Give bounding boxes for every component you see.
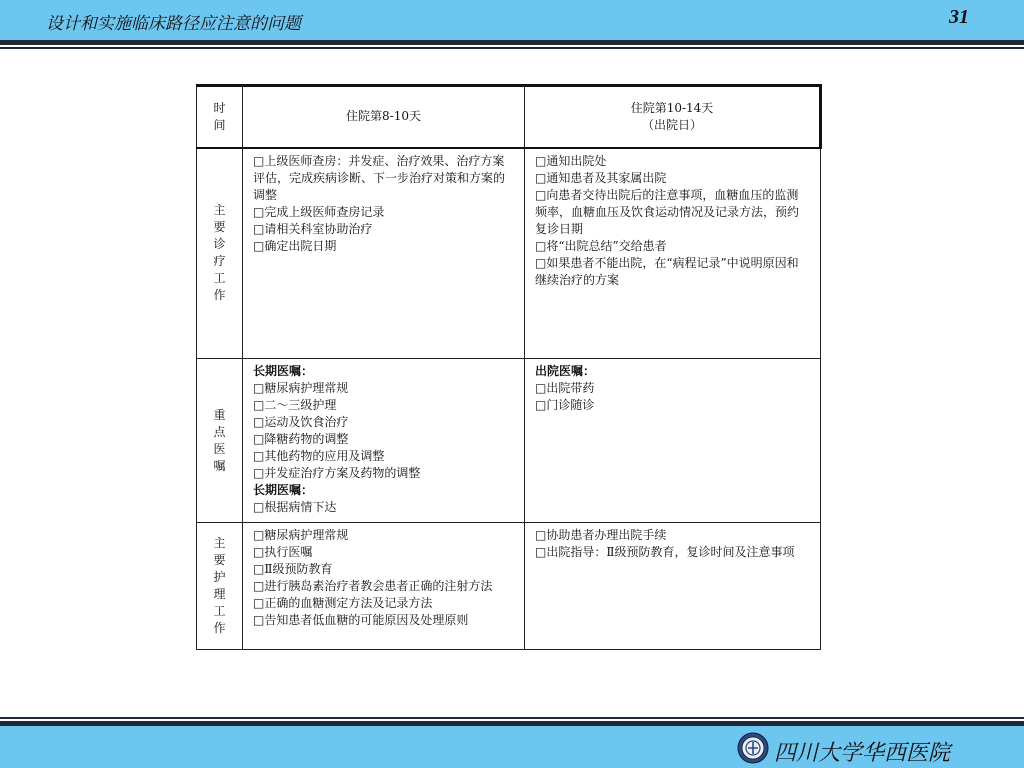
checklist-item: □如果患者不能出院，在“病程记录”中说明原因和继续治疗的方案 [535, 255, 799, 287]
discharge-orders-heading: 出院医嘱： [535, 364, 596, 378]
column-header-day10-14 [525, 86, 821, 148]
cell-orders-day10-14 [525, 359, 821, 523]
cell-treatment-day10-14 [525, 148, 821, 359]
checklist-item: □确定出院日期 [253, 238, 337, 253]
column-header-day8-10 [243, 86, 525, 148]
checklist-item: □通知患者及其家属出院 [535, 170, 667, 185]
row-label-treatment: 主 要 诊 疗 工 作 [197, 148, 243, 359]
checklist-item: □糖尿病护理常规 [253, 528, 349, 542]
hospital-seal-icon [737, 732, 769, 764]
header-bar [0, 0, 1024, 40]
footer-divider-thin [0, 717, 1024, 719]
column-title: 住院第8-10天 [346, 109, 421, 124]
long-term-orders-heading: 长期医嘱： [253, 364, 314, 378]
slide-number: 31 [949, 6, 969, 28]
checklist-item: □出院指导：Ⅱ级预防教育，复诊时间及注意事项 [535, 545, 795, 559]
cell-nursing-day10-14 [525, 523, 821, 650]
hospital-name: 四川大学华西医院 [774, 741, 951, 766]
checklist-item: □出院带药 [535, 381, 595, 395]
checklist-item: □上级医师查房：并发症、治疗效果、治疗方案评估，完成疾病诊断、下一步治疗对策和方案的调整 [253, 153, 506, 202]
table-row-orders [197, 359, 821, 523]
checklist-item: □告知患者低血糖的可能原因及处理原则 [253, 613, 469, 627]
table-row-nursing [197, 523, 821, 650]
checklist-item: □向患者交待出院后的注意事项，血糖血压的监测频率，血糖血压及饮食运动情况及记录方法，预约复诊日期 [535, 187, 800, 236]
checklist-item: □并发症治疗方案及药物的调整 [253, 466, 421, 480]
cell-treatment-day8-10 [243, 148, 525, 359]
checklist-item: □将“出院总结”交给患者 [535, 238, 667, 253]
checklist-item: □Ⅱ级预防教育 [253, 562, 333, 576]
checklist-item: □其他药物的应用及调整 [253, 449, 385, 463]
column-subtitle: （出院日） [641, 117, 702, 132]
checklist-item: □协助患者办理出院手续 [535, 528, 667, 542]
long-term-orders-heading: 长期医嘱： [253, 483, 314, 497]
header-divider-thin [0, 47, 1024, 49]
checklist-item: □执行医嘱 [253, 545, 313, 559]
slide-title: 设计和实施临床路径应注意的问题 [46, 14, 301, 34]
checklist-item: □二～三级护理 [253, 398, 337, 412]
checklist-item: □完成上级医师查房记录 [253, 204, 385, 219]
corner-label-cell [197, 86, 243, 148]
checklist-item: □降糖药物的调整 [253, 432, 349, 446]
row-label-orders: 重 点 医 嘱 [197, 359, 243, 523]
checklist-item: □门诊随诊 [535, 398, 595, 412]
table-header-row [197, 86, 821, 148]
header-divider-thick [0, 40, 1024, 45]
cell-nursing-day8-10 [243, 523, 525, 650]
clinical-pathway-table [196, 84, 822, 650]
checklist-item: □通知出院处 [535, 153, 607, 168]
checklist-item: □糖尿病护理常规 [253, 381, 349, 395]
table-row-treatment [197, 148, 821, 359]
corner-label: 时 间 [213, 100, 226, 132]
checklist-item: □根据病情下达 [253, 500, 337, 514]
checklist-item: □进行胰岛素治疗者教会患者正确的注射方法 [253, 579, 493, 593]
row-label-nursing: 主 要 护 理 工 作 [197, 523, 243, 650]
column-title: 住院第10-14天 [630, 100, 714, 115]
cell-orders-day8-10 [243, 359, 525, 523]
checklist-item: □运动及饮食治疗 [253, 415, 349, 429]
checklist-item: □请相关科室协助治疗 [253, 221, 373, 236]
checklist-item: □正确的血糖测定方法及记录方法 [253, 596, 433, 610]
